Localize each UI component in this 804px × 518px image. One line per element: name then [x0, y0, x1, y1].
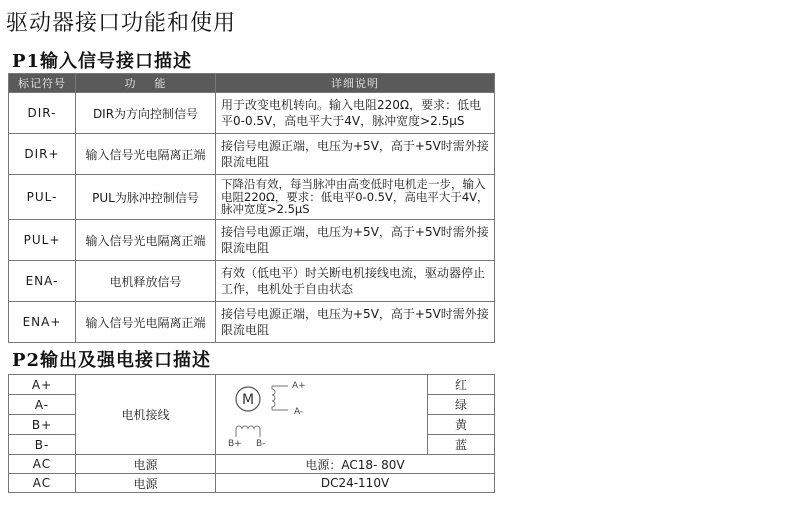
cell-power-value: 电源：AC18- 80V: [216, 455, 495, 474]
cell-symbol: PUL-: [9, 175, 76, 220]
table-row: [9, 474, 495, 493]
table-row: [9, 220, 495, 261]
cell-color-green: 绿: [428, 395, 495, 415]
cell-pin-ac: AC: [9, 455, 76, 474]
coil-b-icon: [236, 426, 260, 437]
coil-a-icon: [272, 386, 275, 410]
cell-color-yellow: 黄: [428, 415, 495, 435]
output-power-table: [8, 374, 495, 493]
cell-pin-a-plus: A+: [9, 375, 76, 395]
cell-function: PUL为脉冲控制信号: [76, 175, 216, 220]
cell-function: 电机释放信号: [76, 261, 216, 302]
cell-motor-wiring-label: 电机接线: [76, 375, 216, 455]
input-signal-table: [8, 73, 495, 343]
page-title: 驱动器接口功能和使用: [6, 11, 237, 36]
cell-color-red: 红: [428, 375, 495, 395]
cell-color-blue: 蓝: [428, 435, 495, 455]
table-row: [9, 175, 495, 220]
cell-power-value: DC24-110V: [216, 474, 495, 493]
motor-symbol: M: [241, 392, 255, 408]
cell-pin-a-minus: A-: [9, 395, 76, 415]
section1-title: P1输入信号接口描述: [12, 51, 193, 72]
header-description: 详细说明: [216, 74, 495, 93]
cell-pin-ac: AC: [9, 474, 76, 493]
table-row: [9, 302, 495, 343]
cell-description: 接信号电源正端，电压为+5V，高于+5V时需外接限流电阻: [216, 220, 495, 261]
cell-symbol: ENA-: [9, 261, 76, 302]
cell-description: 接信号电源正端，电压为+5V，高于+5V时需外接限流电阻: [216, 134, 495, 175]
cell-power-label: 电源: [76, 474, 216, 493]
cell-pin-b-minus: B-: [9, 435, 76, 455]
cell-function: 输入信号光电隔离正端: [76, 302, 216, 343]
cell-description: 用于改变电机转向。输入电阻220Ω，要求：低电平0-0.5V，高电平大于4V，脉冲宽度>2.5μS: [216, 93, 495, 134]
cell-function: DIR为方向控制信号: [76, 93, 216, 134]
header-function: 功 能: [76, 74, 216, 93]
diagram-label-b-plus: B+: [228, 439, 242, 449]
cell-description: 下降沿有效，每当脉冲由高变低时电机走一步，输入电阻220Ω，要求：低电平0-0.5V，高电平大于4V，脉冲宽度>2.5μS: [216, 175, 495, 220]
cell-power-label: 电源: [76, 455, 216, 474]
diagram-label-a-minus: A-: [294, 407, 304, 417]
table-row: [9, 261, 495, 302]
section2-title: P2输出及强电接口描述: [12, 350, 212, 371]
table-row: [9, 134, 495, 175]
cell-function: 输入信号光电隔离正端: [76, 134, 216, 175]
cell-symbol: PUL+: [9, 220, 76, 261]
cell-function: 输入信号光电隔离正端: [76, 220, 216, 261]
cell-symbol: DIR-: [9, 93, 76, 134]
table-header-row: [9, 74, 495, 93]
cell-description: 有效（低电平）时关断电机接线电流，驱动器停止工作，电机处于自由状态: [216, 261, 495, 302]
header-symbol: 标记符号: [9, 74, 76, 93]
cell-symbol: DIR+: [9, 134, 76, 175]
cell-description: 接信号电源正端，电压为+5V，高于+5V时需外接限流电阻: [216, 302, 495, 343]
motor-diagram-svg: [216, 375, 428, 451]
cell-pin-b-plus: B+: [9, 415, 76, 435]
diagram-label-b-minus: B-: [256, 439, 266, 449]
table-row: [9, 93, 495, 134]
table-row: [9, 375, 495, 395]
diagram-label-a-plus: A+: [292, 381, 306, 391]
cell-symbol: ENA+: [9, 302, 76, 343]
table-row: [9, 455, 495, 474]
motor-wiring-diagram: [216, 375, 428, 455]
